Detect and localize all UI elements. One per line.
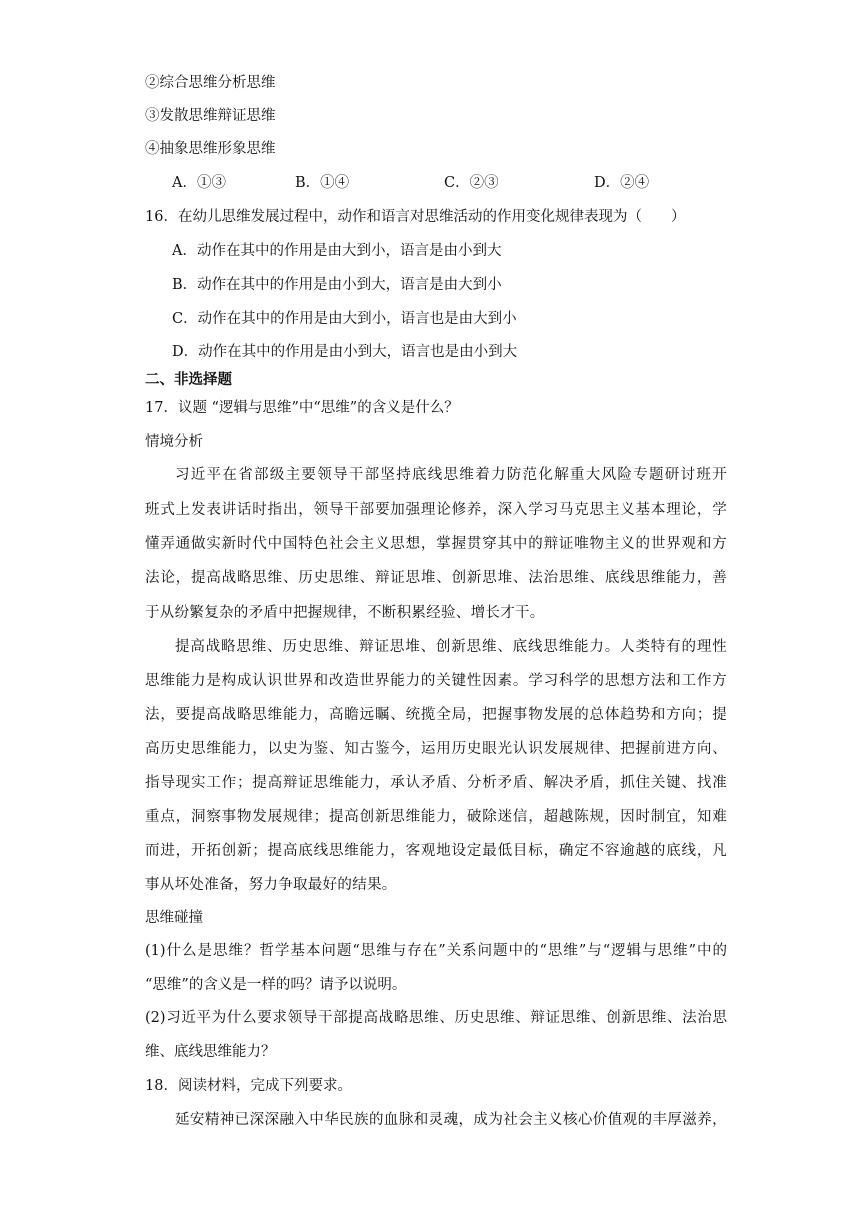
- q16-option-b: B．动作在其中的作用是由小到大，语言是由大到小: [172, 277, 502, 293]
- q15-choice-c: C．②③: [444, 175, 499, 191]
- q17-para2-line: 而进，开拓创新；提高底线思维能力，客观地设定最低目标，确定不容逾越的底线，凡: [145, 843, 727, 859]
- q17-para2-line: 重点，洞察事物发展规律；提高创新思维能力，破除迷信，超越陈规，因时制宜，知难: [145, 809, 727, 825]
- q15-item-3: ③发散思维辩证思维: [145, 108, 276, 124]
- q15-choice-d: D．②④: [594, 175, 650, 191]
- q17-para2-line: 法，要提高战略思维能力，高瞻远瞩、统揽全局，把握事物发展的总体趋势和方向；提: [145, 707, 727, 723]
- q16-option-a: A．动作在其中的作用是由大到小，语言是由小到大: [172, 243, 502, 259]
- collision-label: 思维碰撞: [145, 910, 203, 926]
- q17-stem: 17．议题 “逻辑与思维”中“思维”的含义是什么？: [145, 400, 459, 416]
- q17-para1-line: 法论，提高战略思维、历史思维、辩证思堆、创新思堆、法治思维、底线思维能力，善: [145, 570, 727, 586]
- q17-para1-line: 习近平在省部级主要领导干部坚持底线思维着力防范化解重大风险专题研讨班开: [175, 467, 727, 483]
- q17-sub2-line: (2)习近平为什么要求领导干部提高战略思维、历史思维、辩证思维、创新思维、法治思: [145, 1010, 727, 1026]
- q17-sub1-line: “思维”的含义是一样的吗？请予以说明。: [145, 977, 407, 993]
- q17-para1-line: 于从纷繁复杂的矛盾中把握规律，不断积累经验、增长才干。: [145, 605, 545, 621]
- q15-item-2: ②综合思维分析思维: [145, 75, 276, 91]
- q16-option-d: D．动作在其中的作用是由小到大，语言也是由小到大: [172, 344, 518, 360]
- q17-para1-line: 懂弄通做实新时代中国特色社会主义思想，掌握贯穿其中的辩证唯物主义的世界观和方: [145, 536, 727, 552]
- q17-para2-line: 指导现实工作；提高辩证思维能力，承认矛盾、分析矛盾、解决矛盾，抓住关键、找准: [145, 775, 727, 791]
- q15-choice-a: A．①③: [172, 175, 226, 191]
- q17-sub2-line: 维、底线思维能力？: [145, 1044, 276, 1060]
- situation-label: 情境分析: [145, 434, 203, 450]
- q18-para1: 延安精神已深深融入中华民族的血脉和灵魂，成为社会主义核心价值观的丰厚滋养，: [175, 1112, 727, 1128]
- q17-para2-line: 思维能力是构成认识世界和改造世界能力的关键性因素。学习科学的思想方法和工作方: [145, 673, 727, 689]
- q17-sub1-line: (1)什么是思维？哲学基本问题“思维与存在”关系问题中的“思维”与“逻辑与思维”中的: [145, 943, 727, 959]
- q17-para2-line: 提高战略思维、历史思维、辩证思堆、创新思维、底线思维能力。人类特有的理性: [175, 639, 727, 655]
- q17-para1-line: 班式上发表讲话时指出，领导干部要加强理论修养，深入学习马克思主义基本理论，学: [145, 502, 727, 518]
- q15-choice-b: B．①④: [295, 175, 350, 191]
- q15-item-4: ④抽象思维形象思维: [145, 141, 276, 157]
- q18-stem: 18．阅读材料，完成下列要求。: [145, 1078, 352, 1094]
- section-title: 二、非选择题: [145, 372, 232, 388]
- q17-para2-line: 高历史思维能力，以史为鉴、知古鉴今，运用历史眼光认识发展规律、把握前进方向、: [145, 741, 727, 757]
- q16-option-c: C．动作在其中的作用是由大到小，语言也是由大到小: [172, 311, 517, 327]
- q16-stem: 16．在幼儿思维发展过程中，动作和语言对思维活动的作用变化规律表现为（ ）: [145, 209, 686, 225]
- q17-para2-line: 事从坏处准备，努力争取最好的结果。: [145, 877, 397, 893]
